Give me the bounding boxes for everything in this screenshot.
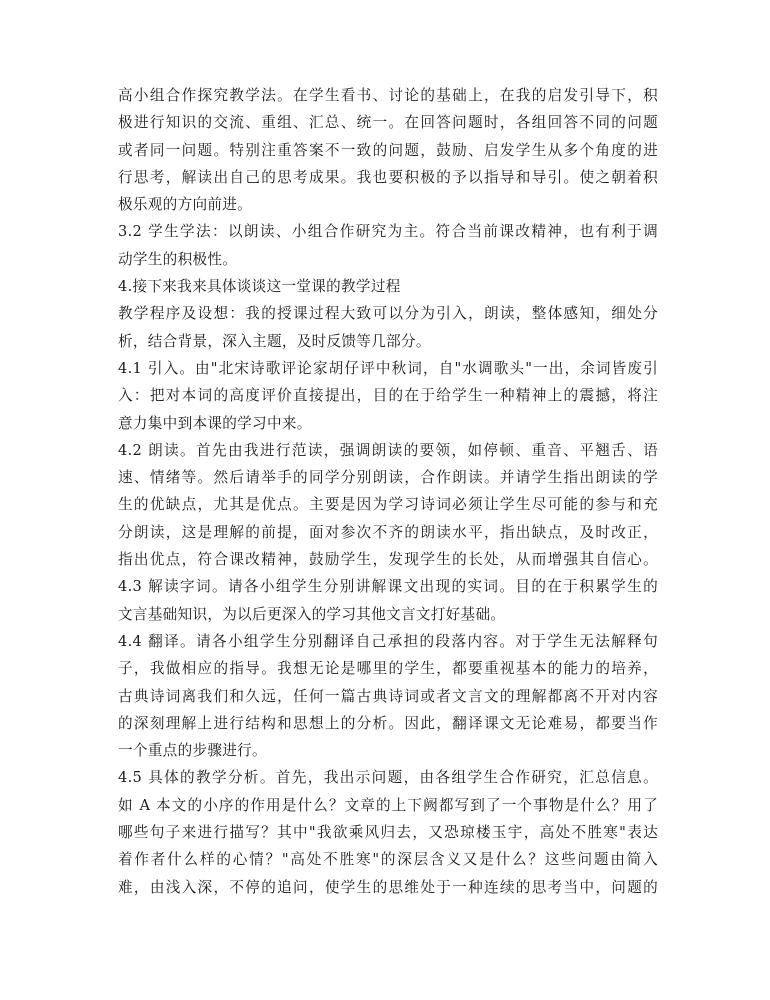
text-line: 入：把对本词的高度评价直接提出，目的在于给学生一种精神上的震撼，将注 xyxy=(118,387,658,405)
text-line: 动学生的积极性。 xyxy=(118,250,238,268)
text-line: 4.4 翻译。请各小组学生分别翻译自己承担的段落内容。对于学生无法解释句 xyxy=(118,632,658,650)
text-line: 哪些句子来进行描写？其中"我欲乘风归去，又恐琼楼玉宇，高处不胜寒"表达 xyxy=(118,824,658,842)
text-line: 生的优缺点，尤其是优点。主要是因为学习诗词必须让学生尽可能的参与和充 xyxy=(118,496,658,514)
text-line: 析，结合背景，深入主题，及时反馈等几部分。 xyxy=(118,332,431,350)
text-line: 极进行知识的交流、重组、汇总、统一。在回答问题时，各组回答不同的问题 xyxy=(118,114,658,132)
text-line: 4.接下来我来具体谈谈这一堂课的教学过程 xyxy=(118,278,401,296)
text-line: 4.3 解读字词。请各小组学生分别讲解课文出现的实词。目的在于积累学生的 xyxy=(118,578,658,596)
text-line: 子，我做相应的指导。我想无论是哪里的学生，都要重视基本的能力的培养， xyxy=(118,660,658,678)
document-body xyxy=(118,82,658,901)
text-line: 速、情绪等。然后请举手的同学分别朗读，合作朗读。并请学生指出朗读的学 xyxy=(118,469,658,487)
text-line: 意力集中到本课的学习中来。 xyxy=(118,414,312,432)
text-line: 4.1 引入。由"北宋诗歌评论家胡仔评中秋词，自"水调歌头"一出，余词皆废引 xyxy=(118,359,658,377)
text-line: 一个重点的步骤进行。 xyxy=(118,742,267,760)
text-line: 4.5 具体的教学分析。首先，我出示问题，由各组学生合作研究，汇总信息。 xyxy=(118,769,658,787)
text-line: 文言基础知识，为以后更深入的学习其他文言文打好基础。 xyxy=(118,605,506,623)
text-line: 指出优点，符合课改精神，鼓励学生，发现学生的长处，从而增强其自信心。 xyxy=(118,551,658,569)
text-line: 教学程序及设想：我的授课过程大致可以分为引入，朗读，整体感知，细处分 xyxy=(118,305,658,323)
text-line: 行思考，解读出自己的思考成果。我也要积极的予以指导和导引。使之朝着积 xyxy=(118,168,658,186)
text-line: 分朗读，这是理解的前提，面对参次不齐的朗读水平，指出缺点，及时改正， xyxy=(118,523,658,541)
text-line: 极乐观的方向前进。 xyxy=(118,196,253,214)
text-line: 的深刻理解上进行结构和思想上的分析。因此，翻译课文无论难易，都要当作 xyxy=(118,714,658,732)
text-line: 或者同一问题。特别注重答案不一致的问题，鼓励、启发学生从多个角度的进 xyxy=(118,141,658,159)
text-line: 古典诗词离我们和久远，任何一篇古典诗词或者文言文的理解都离不开对内容 xyxy=(118,687,658,705)
text-line: 如 A 本文的小序的作用是什么？文章的上下阙都写到了一个事物是什么？用了 xyxy=(118,796,658,814)
text-line: 着作者什么样的心情？"高处不胜寒"的深层含义又是什么？这些问题由简入 xyxy=(118,851,658,869)
text-line: 3.2 学生学法：以朗读、小组合作研究为主。符合当前课改精神，也有利于调 xyxy=(118,223,658,241)
text-line: 高小组合作探究教学法。在学生看书、讨论的基础上，在我的启发引导下，积 xyxy=(118,87,658,104)
text-line: 4.2 朗读。首先由我进行范读，强调朗读的要领，如停顿、重音、平翘舌、语 xyxy=(118,441,658,459)
text-line: 难，由浅入深，不停的追问，使学生的思维处于一种连续的思考当中，问题的 xyxy=(118,878,658,896)
